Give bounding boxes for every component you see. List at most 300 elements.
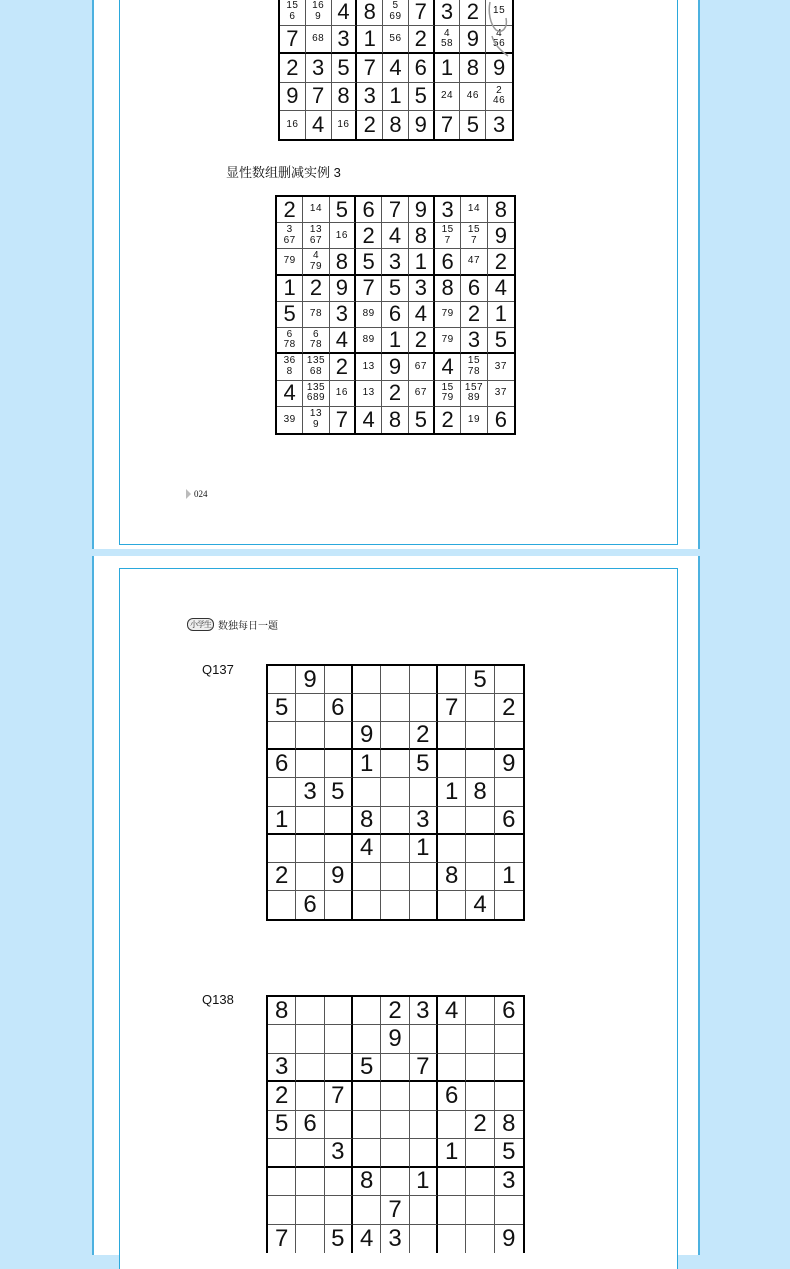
grid-cell bbox=[303, 302, 329, 328]
grid-cell bbox=[409, 83, 435, 111]
grid-cell bbox=[466, 997, 494, 1025]
cell-digit: 3 bbox=[335, 301, 348, 327]
grid-cell bbox=[303, 249, 329, 275]
grid-cell bbox=[438, 997, 466, 1025]
cell-digit: 3 bbox=[416, 997, 430, 1024]
grid-cell bbox=[353, 1168, 381, 1196]
cell-candidates: 16 9 bbox=[312, 0, 325, 22]
grid-cell bbox=[486, 111, 512, 139]
grid-cell bbox=[409, 276, 435, 302]
cell-candidates: 47 bbox=[467, 255, 481, 267]
page-marker-icon bbox=[186, 489, 191, 499]
cell-candidates: 15 78 bbox=[467, 355, 481, 377]
grid-cell bbox=[356, 223, 382, 249]
cell-digit: 2 bbox=[274, 1082, 289, 1110]
grid-cell bbox=[296, 1082, 324, 1110]
grid-cell bbox=[410, 666, 438, 694]
grid-cell bbox=[461, 354, 487, 380]
cell-digit: 3 bbox=[414, 275, 427, 301]
grid-cell bbox=[332, 111, 358, 139]
grid-cell bbox=[381, 750, 409, 778]
cell-candidates: 79 bbox=[441, 333, 454, 345]
cell-digit: 2 bbox=[283, 197, 296, 222]
cell-candidates: 157 89 bbox=[464, 381, 484, 404]
page-header bbox=[187, 617, 278, 632]
grid-cell bbox=[438, 807, 466, 835]
grid-cell bbox=[461, 302, 487, 328]
grid-cell bbox=[495, 694, 523, 722]
cell-digit: 4 bbox=[283, 380, 296, 406]
grid-cell bbox=[280, 54, 306, 82]
cell-digit: 3 bbox=[388, 1224, 402, 1252]
grid-cell bbox=[303, 407, 329, 433]
cell-digit: 6 bbox=[388, 301, 402, 327]
grid-cell bbox=[330, 407, 356, 433]
grid-cell bbox=[435, 407, 461, 433]
grid-cell bbox=[268, 835, 296, 863]
grid-cell bbox=[382, 407, 408, 433]
cell-candidates: 6 78 bbox=[309, 328, 323, 351]
sudoku-grid-q138 bbox=[266, 995, 525, 1253]
grid-cell bbox=[357, 26, 383, 54]
grid-cell bbox=[461, 381, 487, 407]
grid-cell bbox=[495, 1139, 523, 1167]
grid-cell bbox=[466, 1111, 494, 1139]
grid-cell bbox=[435, 111, 461, 139]
cell-candidates: 89 bbox=[362, 333, 375, 345]
cell-digit: 5 bbox=[331, 778, 345, 805]
grid-cell bbox=[280, 83, 306, 111]
grid-cell bbox=[277, 381, 303, 407]
grid-cell bbox=[268, 1139, 296, 1167]
grid-cell bbox=[296, 891, 324, 919]
grid-cell bbox=[488, 407, 514, 433]
cell-digit: 8 bbox=[473, 778, 487, 805]
cell-digit: 1 bbox=[444, 1139, 459, 1166]
cell-digit: 3 bbox=[440, 0, 454, 24]
cell-digit: 7 bbox=[388, 1196, 402, 1223]
grid-cell bbox=[381, 1196, 409, 1224]
cell-digit: 8 bbox=[359, 806, 374, 833]
grid-cell bbox=[438, 1025, 466, 1053]
cell-digit: 6 bbox=[441, 249, 454, 274]
grid-cell bbox=[495, 863, 523, 891]
grid-cell bbox=[381, 722, 409, 750]
grid-cell bbox=[410, 891, 438, 919]
grid-cell bbox=[466, 891, 494, 919]
grid-cell bbox=[410, 863, 438, 891]
grid-cell bbox=[330, 354, 356, 380]
grid-cell bbox=[435, 249, 461, 275]
grid-cell bbox=[330, 249, 356, 275]
cell-candidates: 15 bbox=[493, 5, 506, 17]
cell-digit: 5 bbox=[494, 328, 507, 353]
grid-cell bbox=[435, 0, 461, 26]
cell-digit: 1 bbox=[440, 55, 454, 81]
grid-cell bbox=[461, 223, 487, 249]
grid-cell bbox=[410, 997, 438, 1025]
grid-cell bbox=[306, 111, 332, 139]
grid-cell bbox=[356, 407, 382, 433]
grid-cell bbox=[488, 381, 514, 407]
header-title: 数独每日一题 bbox=[218, 621, 278, 632]
cell-digit: 6 bbox=[502, 997, 516, 1024]
grid-cell bbox=[461, 276, 487, 302]
grid-cell bbox=[296, 835, 324, 863]
grid-cell bbox=[410, 694, 438, 722]
grid-cell bbox=[353, 1025, 381, 1053]
grid-cell bbox=[353, 1082, 381, 1110]
cell-digit: 2 bbox=[286, 55, 299, 81]
cell-digit: 4 bbox=[444, 997, 459, 1024]
grid-cell bbox=[409, 354, 435, 380]
cell-digit: 8 bbox=[337, 83, 350, 109]
grid-cell bbox=[296, 1054, 324, 1082]
grid-cell bbox=[438, 1196, 466, 1224]
grid-cell bbox=[409, 328, 435, 354]
grid-cell bbox=[268, 863, 296, 891]
grid-cell bbox=[356, 354, 382, 380]
cell-candidates: 16 bbox=[335, 229, 348, 241]
grid-cell bbox=[296, 1196, 324, 1224]
grid-cell bbox=[325, 666, 353, 694]
cell-digit: 5 bbox=[466, 111, 479, 137]
grid-cell bbox=[268, 750, 296, 778]
cell-candidates: 15 79 bbox=[441, 381, 454, 404]
cell-digit: 9 bbox=[414, 197, 427, 222]
grid-cell bbox=[277, 276, 303, 302]
grid-cell bbox=[296, 750, 324, 778]
cell-digit: 1 bbox=[359, 750, 374, 777]
grid-cell bbox=[303, 197, 329, 223]
grid-cell bbox=[381, 1025, 409, 1053]
grid-cell bbox=[466, 778, 494, 806]
grid-cell bbox=[268, 1054, 296, 1082]
cell-digit: 7 bbox=[363, 55, 376, 81]
grid-cell bbox=[325, 1139, 353, 1167]
cell-candidates: 68 bbox=[312, 33, 325, 45]
grid-cell bbox=[356, 249, 382, 275]
cell-digit: 1 bbox=[363, 26, 376, 52]
cell-candidates: 15 7 bbox=[441, 224, 454, 246]
grid-cell bbox=[303, 381, 329, 407]
grid-cell bbox=[410, 750, 438, 778]
cell-digit: 5 bbox=[473, 666, 487, 693]
cell-digit: 9 bbox=[388, 1025, 402, 1053]
grid-cell bbox=[466, 666, 494, 694]
cell-candidates: 56 bbox=[389, 33, 402, 45]
grid-cell bbox=[268, 807, 296, 835]
grid-cell bbox=[268, 666, 296, 694]
grid-cell bbox=[435, 197, 461, 223]
cell-digit: 2 bbox=[494, 249, 507, 274]
cell-candidates: 3 67 bbox=[283, 224, 296, 246]
grid-cell bbox=[460, 54, 486, 82]
cell-digit: 1 bbox=[416, 1167, 430, 1195]
grid-cell bbox=[495, 1082, 523, 1110]
cell-digit: 8 bbox=[363, 0, 376, 24]
grid-cell bbox=[306, 83, 332, 111]
cell-candidates: 13 67 bbox=[309, 224, 323, 246]
grid-cell bbox=[330, 381, 356, 407]
grid-cell bbox=[357, 83, 383, 111]
grid-cell bbox=[466, 863, 494, 891]
cell-digit: 2 bbox=[441, 406, 454, 432]
puzzle-label-q138: Q138 bbox=[202, 992, 234, 1007]
cell-digit: 1 bbox=[502, 862, 516, 890]
cell-digit: 5 bbox=[362, 249, 375, 274]
cell-candidates: 36 8 bbox=[283, 355, 296, 377]
grid-cell bbox=[325, 1082, 353, 1110]
cell-digit: 4 bbox=[441, 354, 454, 379]
cell-digit: 5 bbox=[414, 83, 427, 109]
cell-digit: 9 bbox=[502, 1224, 516, 1252]
grid-cell bbox=[435, 83, 461, 111]
cell-digit: 2 bbox=[466, 0, 479, 24]
cell-digit: 1 bbox=[494, 301, 507, 327]
grid-cell bbox=[353, 1225, 381, 1253]
grid-cell bbox=[296, 1025, 324, 1053]
grid-cell bbox=[268, 1025, 296, 1053]
cell-candidates: 16 bbox=[286, 118, 299, 130]
grid-cell bbox=[409, 197, 435, 223]
cell-digit: 2 bbox=[388, 997, 402, 1024]
grid-cell bbox=[410, 1082, 438, 1110]
grid-cell bbox=[382, 197, 408, 223]
grid-cell bbox=[280, 0, 306, 26]
grid-cell bbox=[296, 694, 324, 722]
cell-digit: 6 bbox=[414, 55, 427, 81]
grid-cell bbox=[325, 750, 353, 778]
example-sudoku-grid bbox=[275, 195, 516, 435]
cell-digit: 8 bbox=[466, 55, 479, 81]
grid-cell bbox=[332, 54, 358, 82]
cell-digit: 9 bbox=[335, 275, 348, 301]
grid-cell bbox=[438, 666, 466, 694]
cell-digit: 1 bbox=[388, 328, 402, 353]
cell-digit: 5 bbox=[335, 197, 348, 222]
cell-digit: 2 bbox=[473, 1110, 487, 1138]
grid-cell bbox=[435, 302, 461, 328]
cell-digit: 7 bbox=[416, 1053, 430, 1081]
grid-cell bbox=[268, 1196, 296, 1224]
grid-cell bbox=[495, 1054, 523, 1082]
grid-cell bbox=[325, 722, 353, 750]
grid-cell bbox=[461, 328, 487, 354]
cell-digit: 9 bbox=[359, 722, 374, 749]
grid-cell bbox=[325, 891, 353, 919]
grid-cell bbox=[409, 381, 435, 407]
grid-cell bbox=[466, 1054, 494, 1082]
grid-cell bbox=[488, 354, 514, 380]
cell-candidates: 15 7 bbox=[467, 224, 481, 246]
cell-digit: 1 bbox=[444, 778, 459, 805]
cell-digit: 4 bbox=[473, 890, 487, 918]
grid-cell bbox=[303, 354, 329, 380]
partial-sudoku-grid bbox=[278, 0, 514, 141]
grid-cell bbox=[330, 302, 356, 328]
grid-cell bbox=[268, 1168, 296, 1196]
cell-digit: 8 bbox=[335, 249, 348, 274]
cell-digit: 8 bbox=[389, 111, 402, 137]
grid-cell bbox=[495, 750, 523, 778]
grid-cell bbox=[495, 1168, 523, 1196]
cell-candidates: 5 69 bbox=[389, 0, 402, 22]
cell-candidates: 14 bbox=[467, 203, 481, 215]
cell-digit: 6 bbox=[274, 750, 289, 777]
cell-candidates: 37 bbox=[494, 386, 507, 398]
grid-cell bbox=[410, 778, 438, 806]
grid-cell bbox=[410, 1168, 438, 1196]
cell-candidates: 135 689 bbox=[306, 381, 326, 404]
grid-cell bbox=[466, 1082, 494, 1110]
grid-cell bbox=[330, 328, 356, 354]
cell-digit: 8 bbox=[502, 1110, 516, 1138]
grid-cell bbox=[460, 0, 486, 26]
grid-cell bbox=[438, 694, 466, 722]
grid-cell bbox=[325, 997, 353, 1025]
cell-digit: 2 bbox=[414, 328, 427, 353]
grid-cell bbox=[410, 807, 438, 835]
grid-cell bbox=[277, 197, 303, 223]
grid-cell bbox=[435, 354, 461, 380]
grid-cell bbox=[495, 1025, 523, 1053]
grid-cell bbox=[460, 26, 486, 54]
grid-cell bbox=[353, 722, 381, 750]
grid-cell bbox=[409, 302, 435, 328]
cell-digit: 4 bbox=[388, 223, 402, 248]
grid-cell bbox=[435, 328, 461, 354]
grid-cell bbox=[381, 1225, 409, 1253]
cell-digit: 6 bbox=[502, 806, 516, 833]
grid-cell bbox=[330, 276, 356, 302]
grid-cell bbox=[268, 778, 296, 806]
cell-digit: 7 bbox=[444, 694, 459, 721]
cell-digit: 3 bbox=[312, 55, 325, 81]
grid-cell bbox=[325, 835, 353, 863]
grid-cell bbox=[268, 1225, 296, 1253]
grid-cell bbox=[409, 407, 435, 433]
grid-cell bbox=[435, 26, 461, 54]
grid-cell bbox=[306, 54, 332, 82]
cell-candidates: 89 bbox=[362, 308, 375, 320]
grid-cell bbox=[381, 1054, 409, 1082]
grid-cell bbox=[303, 276, 329, 302]
grid-cell bbox=[488, 223, 514, 249]
grid-cell bbox=[466, 694, 494, 722]
grid-cell bbox=[353, 1111, 381, 1139]
grid-cell bbox=[296, 863, 324, 891]
cell-candidates: 16 bbox=[335, 386, 348, 398]
cell-digit: 9 bbox=[414, 111, 427, 137]
grid-cell bbox=[383, 0, 409, 26]
grid-cell bbox=[296, 666, 324, 694]
cell-digit: 7 bbox=[312, 83, 325, 109]
cell-candidates: 16 bbox=[337, 118, 350, 130]
cell-digit: 8 bbox=[274, 997, 289, 1024]
grid-cell bbox=[353, 666, 381, 694]
grid-cell bbox=[381, 807, 409, 835]
grid-cell bbox=[306, 26, 332, 54]
grid-cell bbox=[438, 1139, 466, 1167]
cell-digit: 9 bbox=[492, 55, 506, 81]
grid-cell bbox=[356, 302, 382, 328]
cell-digit: 6 bbox=[303, 890, 317, 918]
grid-cell bbox=[410, 1111, 438, 1139]
cell-digit: 7 bbox=[440, 111, 454, 137]
grid-cell bbox=[381, 1111, 409, 1139]
cell-candidates: 135 68 bbox=[306, 355, 326, 377]
grid-cell bbox=[325, 1225, 353, 1253]
grid-cell bbox=[382, 381, 408, 407]
cell-candidates: 13 bbox=[362, 386, 375, 398]
grid-cell bbox=[495, 666, 523, 694]
cell-digit: 5 bbox=[274, 1110, 289, 1138]
cell-digit: 5 bbox=[502, 1139, 516, 1166]
grid-cell bbox=[495, 1111, 523, 1139]
cell-digit: 2 bbox=[416, 722, 430, 749]
grid-cell bbox=[383, 54, 409, 82]
cell-digit: 5 bbox=[416, 750, 430, 777]
cell-candidates: 67 bbox=[414, 386, 427, 398]
grid-cell bbox=[268, 1082, 296, 1110]
grid-cell bbox=[280, 26, 306, 54]
grid-cell bbox=[410, 1196, 438, 1224]
grid-cell bbox=[268, 722, 296, 750]
grid-cell bbox=[353, 778, 381, 806]
cell-candidates: 67 bbox=[414, 360, 427, 372]
grid-cell bbox=[409, 223, 435, 249]
grid-cell bbox=[277, 328, 303, 354]
grid-cell bbox=[277, 302, 303, 328]
cell-digit: 9 bbox=[388, 354, 402, 379]
cell-candidates: 13 bbox=[362, 360, 375, 372]
cell-digit: 9 bbox=[286, 83, 299, 109]
cell-digit: 6 bbox=[331, 694, 345, 721]
grid-cell bbox=[435, 381, 461, 407]
cell-digit: 2 bbox=[362, 223, 375, 248]
grid-cell bbox=[268, 997, 296, 1025]
grid-cell bbox=[381, 1082, 409, 1110]
grid-cell bbox=[268, 1111, 296, 1139]
grid-cell bbox=[435, 223, 461, 249]
cell-digit: 3 bbox=[303, 778, 317, 805]
grid-cell bbox=[356, 197, 382, 223]
grid-cell bbox=[461, 197, 487, 223]
cell-digit: 4 bbox=[312, 111, 325, 137]
header-logo: 小学生 bbox=[187, 618, 214, 631]
grid-cell bbox=[466, 750, 494, 778]
cell-digit: 1 bbox=[389, 83, 402, 109]
grid-cell bbox=[332, 83, 358, 111]
cell-digit: 1 bbox=[283, 275, 296, 301]
cell-digit: 7 bbox=[331, 1082, 345, 1110]
grid-cell bbox=[438, 863, 466, 891]
cell-candidates: 4 58 bbox=[440, 27, 454, 50]
cell-digit: 2 bbox=[335, 354, 348, 379]
grid-cell bbox=[325, 1111, 353, 1139]
cell-digit: 2 bbox=[363, 111, 376, 137]
cell-candidates: 79 bbox=[283, 255, 296, 267]
cell-digit: 8 bbox=[359, 1167, 374, 1195]
grid-cell bbox=[383, 83, 409, 111]
cell-digit: 6 bbox=[494, 406, 507, 432]
cell-digit: 9 bbox=[303, 666, 317, 693]
cell-digit: 3 bbox=[331, 1139, 345, 1166]
grid-cell bbox=[325, 1168, 353, 1196]
page-number bbox=[186, 489, 208, 499]
cell-digit: 1 bbox=[414, 249, 427, 274]
